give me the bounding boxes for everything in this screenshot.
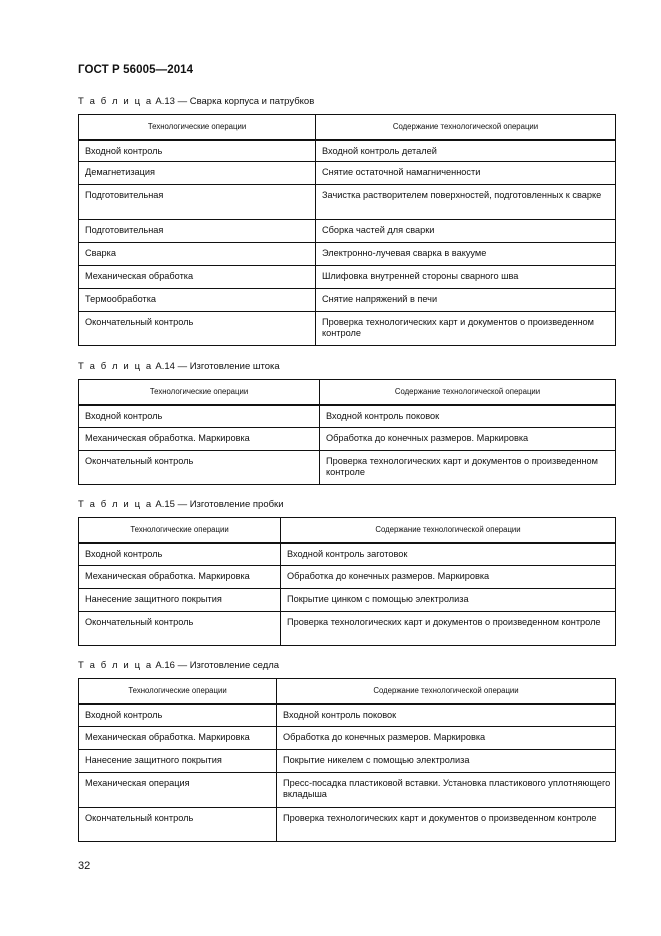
table-cell: Термообработка — [79, 289, 316, 312]
table-row — [79, 405, 616, 428]
table-title: А.14 — Изготовление штока — [152, 361, 280, 372]
column-header: Технологические операции — [79, 518, 281, 543]
table-label: Т а б л и ц а — [78, 660, 153, 671]
page-number: 32 — [78, 860, 91, 872]
table-cell: Входной контроль — [79, 140, 316, 162]
table-a14 — [78, 379, 616, 485]
table-a13 — [78, 114, 616, 346]
table-cell: Подготовительная — [79, 220, 316, 243]
table-cell: Входной контроль заготовок — [281, 543, 616, 566]
table-cell: Пресс-посадка пластиковой вставки. Установка пластикового уплотняющего вкладыша — [277, 773, 616, 808]
table-row — [79, 428, 616, 451]
table-label: Т а б л и ц а — [78, 499, 153, 510]
table-cell: Демагнетизация — [79, 162, 316, 185]
table-cell: Нанесение защитного покрытия — [79, 589, 281, 612]
table-header-row — [79, 380, 616, 405]
table-cell: Подготовительная — [79, 185, 316, 220]
table-cell: Обработка до конечных размеров. Маркировка — [281, 566, 616, 589]
table-cell: Окончательный контроль — [79, 312, 316, 346]
table-cell: Проверка технологических карт и документов о произведенном контроле — [320, 451, 616, 485]
table-a16 — [78, 678, 616, 842]
table-row — [79, 185, 616, 220]
table-cell: Снятие напряжений в печи — [316, 289, 616, 312]
table-label: Т а б л и ц а — [78, 361, 153, 372]
table-cell: Электронно-лучевая сварка в вакууме — [316, 243, 616, 266]
table-cell: Механическая обработка. Маркировка — [79, 428, 320, 451]
table-row — [79, 243, 616, 266]
table-cell: Механическая обработка. Маркировка — [79, 566, 281, 589]
table-cell: Обработка до конечных размеров. Маркировка — [320, 428, 616, 451]
table-row — [79, 612, 616, 646]
table-row — [79, 451, 616, 485]
table-cell: Входной контроль поковок — [320, 405, 616, 428]
table-cell: Сборка частей для сварки — [316, 220, 616, 243]
column-header: Технологические операции — [79, 679, 277, 704]
column-header: Содержание технологической операции — [281, 518, 616, 543]
table-cell: Окончательный контроль — [79, 612, 281, 646]
table-cell: Входной контроль поковок — [277, 704, 616, 727]
table-row — [79, 140, 616, 162]
table-row — [79, 750, 616, 773]
table-row — [79, 220, 616, 243]
table-row — [79, 727, 616, 750]
table-cell: Входной контроль — [79, 704, 277, 727]
table-cell: Зачистка растворителем поверхностей, подготовленных к сварке — [316, 185, 616, 220]
table-cell: Проверка технологических карт и документов о произведенном контроле — [316, 312, 616, 346]
table-cell: Механическая обработка. Маркировка — [79, 727, 277, 750]
table-header-row — [79, 679, 616, 704]
column-header: Технологические операции — [79, 380, 320, 405]
table-row — [79, 773, 616, 808]
column-header: Содержание технологической операции — [277, 679, 616, 704]
document-header: ГОСТ Р 56005—2014 — [78, 64, 194, 76]
table-cell: Покрытие цинком с помощью электролиза — [281, 589, 616, 612]
table-row — [79, 589, 616, 612]
table-row — [79, 289, 616, 312]
column-header: Содержание технологической операции — [320, 380, 616, 405]
table-row — [79, 566, 616, 589]
table-caption-a14 — [78, 361, 280, 372]
table-cell: Шлифовка внутренней стороны сварного шва — [316, 266, 616, 289]
table-cell: Сварка — [79, 243, 316, 266]
table-cell: Входной контроль — [79, 543, 281, 566]
table-title: А.16 — Изготовление седла — [152, 660, 280, 671]
column-header: Технологические операции — [79, 115, 316, 140]
table-caption-a16 — [78, 660, 279, 671]
table-cell: Окончательный контроль — [79, 451, 320, 485]
table-cell: Проверка технологических карт и документов о произведенном контроле — [281, 612, 616, 646]
table-cell: Обработка до конечных размеров. Маркировка — [277, 727, 616, 750]
table-cell: Нанесение защитного покрытия — [79, 750, 277, 773]
table-cell: Снятие остаточной намагниченности — [316, 162, 616, 185]
table-row — [79, 808, 616, 842]
table-caption-a13 — [78, 96, 314, 107]
table-caption-a15 — [78, 499, 284, 510]
table-row — [79, 266, 616, 289]
table-cell: Механическая обработка — [79, 266, 316, 289]
table-row — [79, 543, 616, 566]
table-title: А.15 — Изготовление пробки — [152, 499, 284, 510]
table-cell: Входной контроль — [79, 405, 320, 428]
table-cell: Окончательный контроль — [79, 808, 277, 842]
table-cell: Проверка технологических карт и документов о произведенном контроле — [277, 808, 616, 842]
table-row — [79, 704, 616, 727]
table-header-row — [79, 115, 616, 140]
table-cell: Покрытие никелем с помощью электролиза — [277, 750, 616, 773]
table-row — [79, 162, 616, 185]
table-a15 — [78, 517, 616, 646]
table-cell: Механическая операция — [79, 773, 277, 808]
table-label: Т а б л и ц а — [78, 96, 153, 107]
table-cell: Входной контроль деталей — [316, 140, 616, 162]
table-header-row — [79, 518, 616, 543]
column-header: Содержание технологической операции — [316, 115, 616, 140]
table-title: А.13 — Сварка корпуса и патрубков — [152, 96, 315, 107]
table-row — [79, 312, 616, 346]
